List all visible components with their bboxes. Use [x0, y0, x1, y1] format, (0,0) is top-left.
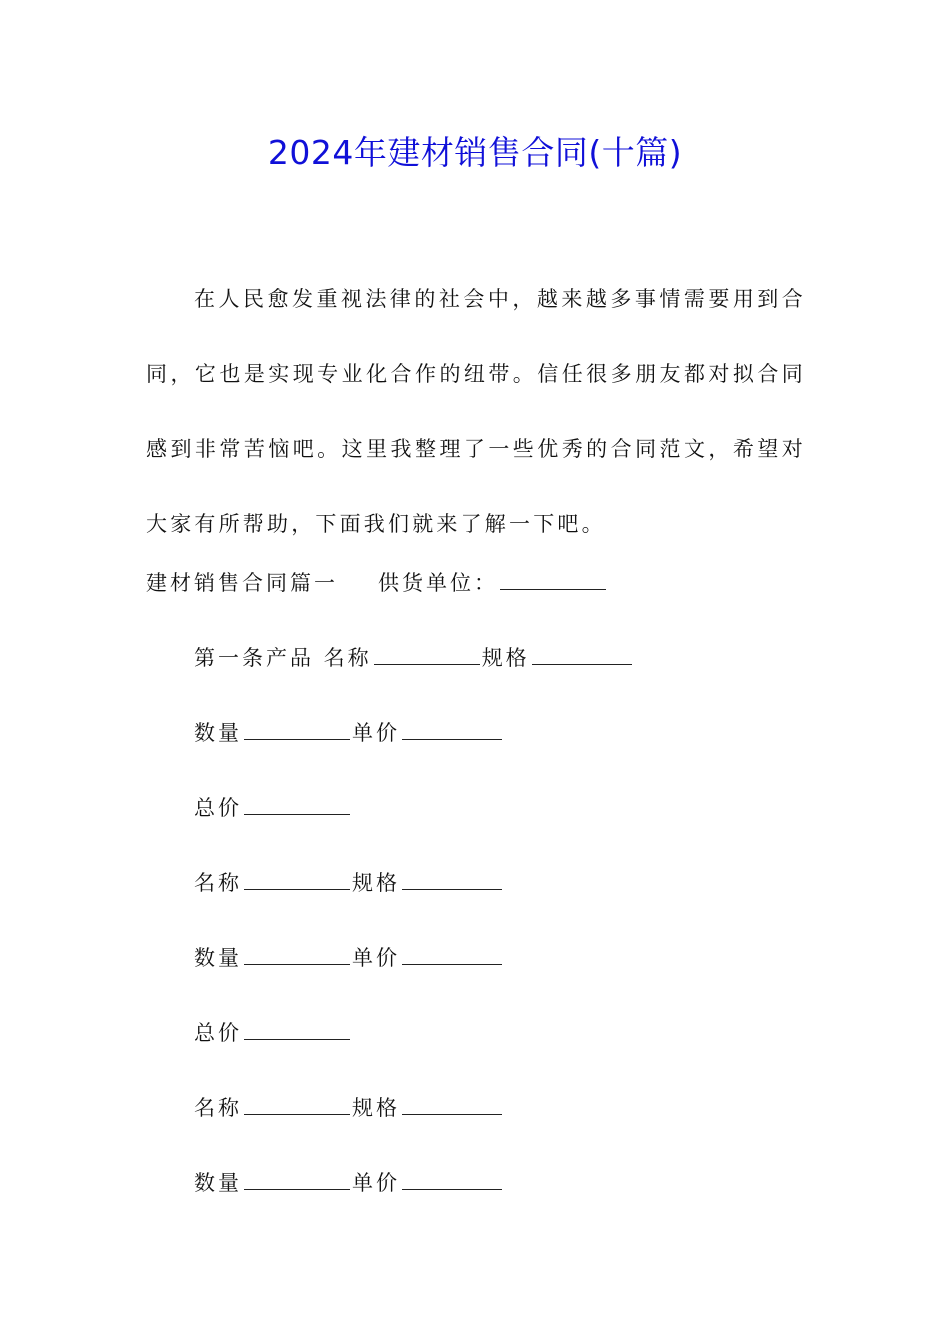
spec-blank-2[interactable] [402, 867, 502, 890]
quantity-blank-2[interactable] [244, 942, 350, 965]
quantity-label-2: 数量 [194, 946, 242, 970]
supplier-label: 供货单位： [378, 571, 498, 595]
unit-price-label-1: 单价 [352, 721, 400, 745]
spec-blank-3[interactable] [402, 1092, 502, 1115]
total-blank-1[interactable] [244, 792, 350, 815]
unit-price-blank-3[interactable] [402, 1167, 502, 1190]
name-label-3: 名称 [194, 1096, 242, 1120]
unit-price-blank-2[interactable] [402, 942, 502, 965]
intro-paragraph: 在人民愈发重视法律的社会中，越来越多事情需要用到合同，它也是实现专业化合作的纽带。信任很多朋友都对拟合同感到非常苦恼吧。这里我整理了一些优秀的合同范文，希望对大家有所帮助，下面我们就来了解一下吧。 [146, 287, 806, 536]
name-blank-2[interactable] [244, 867, 350, 890]
unit-price-label-3: 单价 [352, 1171, 400, 1195]
name-line-2 [194, 867, 504, 898]
spec-blank-1[interactable] [532, 642, 632, 665]
spec-label-2: 规格 [352, 871, 400, 895]
supplier-blank[interactable] [500, 567, 606, 590]
name-label-2: 名称 [194, 871, 242, 895]
spec-label-3: 规格 [352, 1096, 400, 1120]
total-label-2: 总价 [194, 1021, 242, 1045]
quantity-blank-3[interactable] [244, 1167, 350, 1190]
quantity-blank-1[interactable] [244, 717, 350, 740]
total-line-2 [194, 1017, 352, 1048]
spec-label-1: 规格 [481, 646, 530, 670]
name-blank-3[interactable] [244, 1092, 350, 1115]
article1-line [194, 642, 634, 673]
unit-price-blank-1[interactable] [402, 717, 502, 740]
total-blank-2[interactable] [244, 1017, 350, 1040]
article1-label: 第一条产品 名称 [194, 646, 372, 670]
unit-price-label-2: 单价 [352, 946, 400, 970]
contract-heading: 建材销售合同篇一 [146, 571, 338, 595]
quantity-label-1: 数量 [194, 721, 242, 745]
quantity-line-2 [194, 942, 504, 973]
name-line-3 [194, 1092, 504, 1123]
quantity-line-1 [194, 717, 504, 748]
name-blank-1[interactable] [374, 642, 480, 665]
document-title: 2024年建材销售合同(十篇) [267, 133, 683, 172]
quantity-label-3: 数量 [194, 1171, 242, 1195]
total-line-1 [194, 792, 352, 823]
quantity-line-3 [194, 1167, 504, 1198]
contract-heading-line [146, 567, 608, 598]
total-label-1: 总价 [194, 796, 242, 820]
